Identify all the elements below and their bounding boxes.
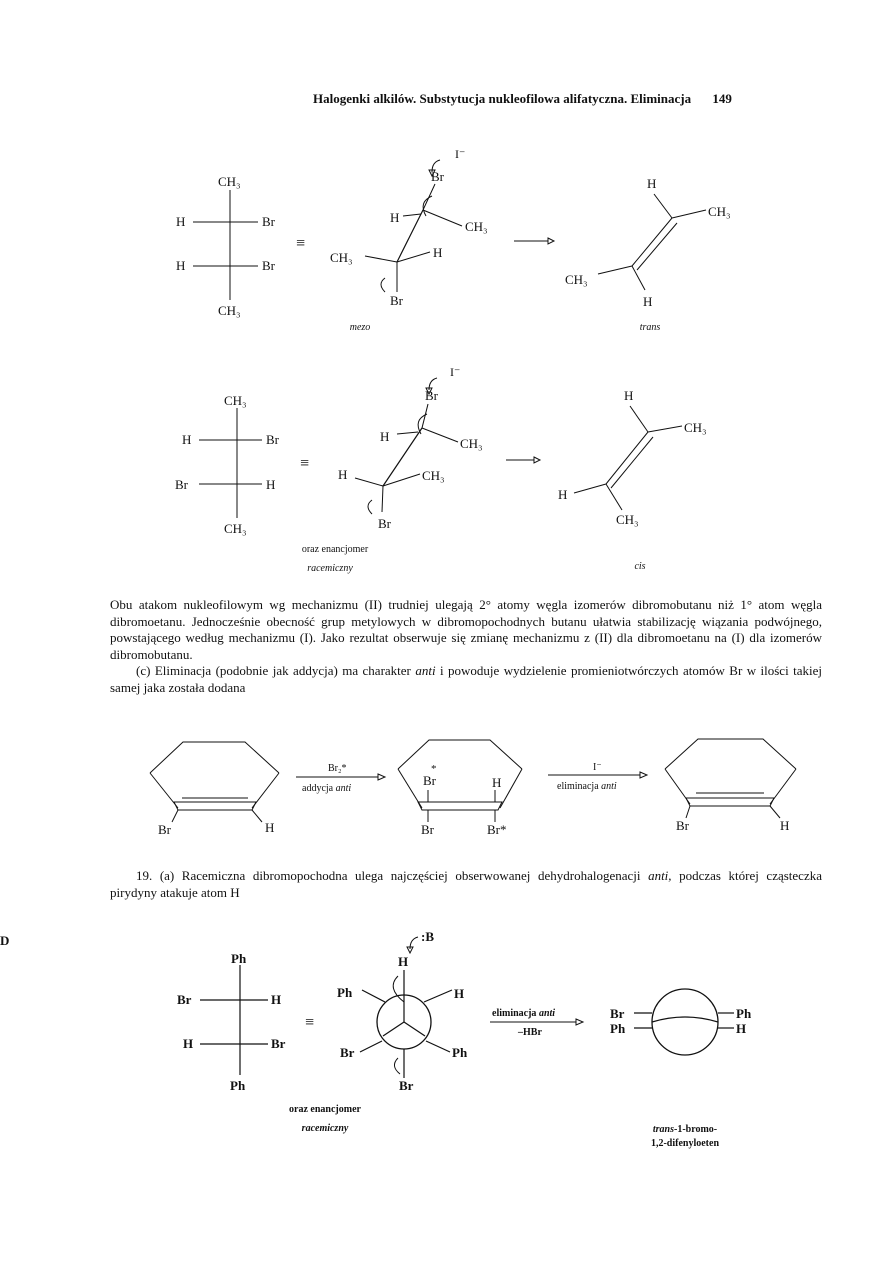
s1-alk-h-bottom: H — [643, 294, 653, 309]
paragraph-block-2 — [110, 868, 822, 901]
scheme4-newman — [337, 929, 468, 1093]
page-number: 149 — [712, 91, 732, 106]
s2-alk-ch3-bottom: CH₃ — [616, 512, 639, 527]
s4-newman-lower-right: Ph — [452, 1045, 468, 1060]
margin-mark: D — [0, 933, 10, 948]
s1-ch3-bottom: CH₃ — [330, 250, 353, 265]
paragraph-2: (c) Eliminacja (podobnie jak addycja) ma charakter anti i powoduje wydzielenie promieniotwórczych atomów Br w ilości takiej samej jaka została dodana — [110, 663, 822, 695]
s1-ch3-top: CH₃ — [465, 219, 488, 234]
paragraph-3: 19. (a) Racemiczna dibromopochodna ulega najczęściej obserwowanej dehydrohalogenacji anti, podczas której cząsteczka pirydyny atakuje atom H — [110, 868, 822, 900]
s2-caption-enantiomer: oraz enancjomer — [301, 544, 369, 555]
scheme4-arrow — [490, 1008, 583, 1038]
s3-ring2-bottom-left: Br — [421, 822, 434, 837]
s4-cond-a: eliminacja — [492, 1008, 539, 1019]
s1-br-top: Br — [431, 169, 444, 184]
s1-nucleophile: I⁻ — [455, 147, 466, 161]
scheme4-fischer — [177, 951, 286, 1093]
scheme3-ring1 — [150, 742, 279, 837]
scheme3-ring2 — [398, 740, 522, 837]
s4-product-upper-right: Ph — [736, 1006, 752, 1021]
s1-fischer-top: CH₃ — [218, 174, 241, 189]
s4-caption-enantiomer: oraz enancjomer — [289, 1104, 361, 1115]
s2-equiv: ≡ — [300, 455, 310, 472]
s2-fischer-top: CH₃ — [224, 393, 247, 408]
paragraph-block-1 — [110, 597, 822, 696]
s2-alk-ch3-top: CH₃ — [684, 420, 707, 435]
s3-ring3-right: H — [780, 818, 790, 833]
s4-product-lower-left: Ph — [610, 1021, 626, 1036]
scheme3-ring3 — [665, 739, 796, 833]
s4-newman-top: H — [398, 954, 409, 969]
s1-fischer-bottom: CH₃ — [218, 303, 241, 318]
s4-fischer-r2-right: Br — [271, 1036, 286, 1051]
s2-caption-right: cis — [634, 561, 646, 572]
s4-fischer-r2-left: H — [183, 1036, 194, 1051]
s1-alk-h-top: H — [647, 176, 657, 191]
scheme2-sawhorse — [338, 365, 483, 531]
scheme3-arrow2 — [548, 762, 647, 792]
scheme1-fischer — [176, 174, 276, 318]
s2-h-bottom: H — [338, 467, 348, 482]
s3-ring3-left: Br — [676, 818, 689, 833]
s3-ring1-left: Br — [158, 822, 171, 837]
s3-reagent1: Br₂* — [328, 763, 347, 774]
s2-ch3-top: CH₃ — [460, 436, 483, 451]
s1-equiv: ≡ — [296, 235, 306, 252]
s2-fischer-r1-left: H — [182, 432, 192, 447]
svg-text:eliminacja anti — [557, 781, 617, 792]
s1-fischer-r2-right: Br — [262, 258, 275, 273]
paragraph-1: Obu atakom nukleofilowym wg mechanizmu (II) trudniej ulegają 2° atomy węgla izomerów dibromobutanu niż 1° atom węgla dibromoetanu. Jednocześnie obecność grup metylowych w dibromopochodnych butanu ułatwia stabilizację wiązania podwójnego, powstającego według mechanizmu (I). Jako rezultat obserwuje się zmianę mechanizmu z (II) dla dibromoetanu na (I) dla izomerów dibromobutanu. — [110, 597, 822, 662]
s1-fischer-r1-left: H — [176, 214, 186, 229]
s4-product-upper-left: Br — [610, 1006, 625, 1021]
s1-h-top: H — [390, 210, 400, 225]
s2-fischer-r2-left: Br — [175, 477, 188, 492]
s1-alk-ch3-bottom: CH₃ — [565, 272, 588, 287]
s3-cond2-a: eliminacja — [557, 781, 602, 792]
s3-cond1-a: addycja — [302, 783, 336, 794]
s2-br-bottom: Br — [378, 516, 391, 531]
s4-newman-bottom: Br — [399, 1078, 414, 1093]
s2-h-top: H — [380, 429, 390, 444]
s3-ring2-top-left: Br — [423, 773, 436, 788]
s4-fischer-bottom: Ph — [230, 1078, 246, 1093]
s4-fischer-r1-left: Br — [177, 992, 192, 1007]
s3-ring2-bottom-right: Br* — [487, 822, 507, 837]
s4-newman-upper-right: H — [454, 986, 465, 1001]
s3-ring1-right: H — [265, 820, 275, 835]
s2-fischer-r1-right: Br — [266, 432, 279, 447]
s4-base: :B — [421, 929, 434, 944]
s3-reagent2: I⁻ — [593, 762, 602, 773]
s1-caption-left: mezo — [349, 322, 371, 333]
s1-h-bottom: H — [433, 245, 443, 260]
s4-fischer-top: Ph — [231, 951, 247, 966]
scheme3-arrow1 — [296, 763, 385, 794]
s2-fischer-r2-right: H — [266, 477, 276, 492]
s3-ring2-star: * — [431, 763, 437, 775]
svg-text:addycja anti — [302, 783, 351, 794]
s2-alk-h-bottom: H — [558, 487, 568, 502]
scheme1-sawhorse — [330, 147, 488, 308]
scheme2-alkene — [558, 388, 707, 527]
s4-newman-lower-left: Br — [340, 1045, 355, 1060]
s1-fischer-r1-right: Br — [262, 214, 275, 229]
s4-cond-loss: –HBr — [518, 1027, 542, 1038]
s1-fischer-r2-left: H — [176, 258, 186, 273]
s1-br-bottom: Br — [390, 293, 403, 308]
s3-cond2-b: anti — [601, 781, 617, 792]
scheme2-fischer — [175, 393, 280, 536]
s4-fischer-r1-right: H — [271, 992, 282, 1007]
s2-nucleophile: I⁻ — [450, 365, 461, 379]
s2-br-top: Br — [425, 388, 438, 403]
s3-cond1-b: anti — [335, 783, 352, 794]
s3-ring2-top-right: H — [492, 775, 502, 790]
running-title: Halogenki alkilów. Substytucja nukleofilowa alifatyczna. Eliminacja — [313, 91, 692, 106]
s4-product-lower-right: H — [736, 1021, 747, 1036]
s2-alk-h-top: H — [624, 388, 634, 403]
s1-alk-ch3-top: CH₃ — [708, 204, 731, 219]
s4-caption-racemic: racemiczny — [301, 1123, 349, 1134]
s4-equiv: ≡ — [305, 1014, 315, 1031]
scheme4-product — [610, 989, 752, 1055]
s4-product-name: trans-1-bromo- 1,2-difenyloeten — [650, 1124, 720, 1149]
s1-caption-right: trans — [639, 322, 661, 333]
svg-text:eliminacja anti — [492, 1008, 555, 1019]
s2-caption-left: racemiczny — [307, 563, 353, 574]
s4-cond-b: anti — [538, 1008, 556, 1019]
s2-fischer-bottom: CH₃ — [224, 521, 247, 536]
scheme1-alkene — [565, 176, 731, 309]
s2-ch3-bottom: CH₃ — [422, 468, 445, 483]
s4-newman-upper-left: Ph — [337, 985, 353, 1000]
